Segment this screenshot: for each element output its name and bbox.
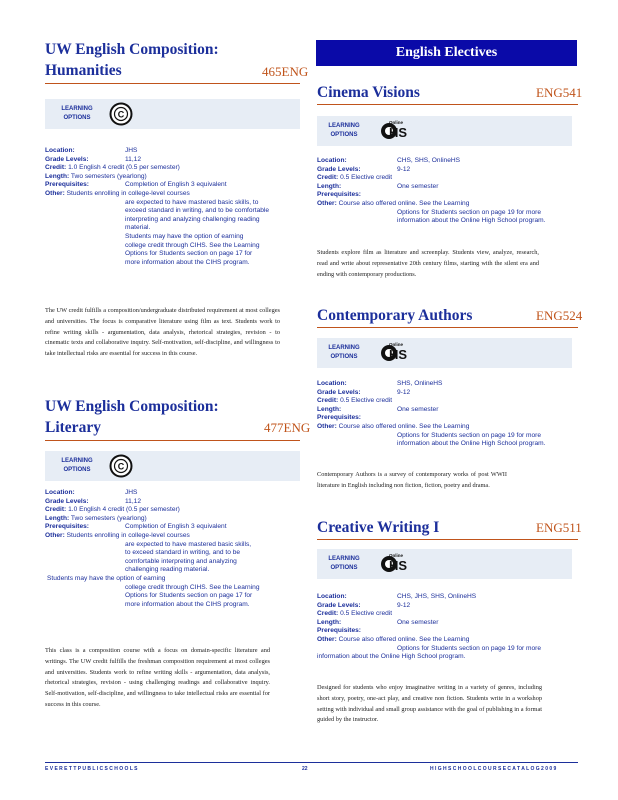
location-label: Location: <box>317 593 347 600</box>
contemporary-credit: 0.5 Elective credit <box>340 397 393 405</box>
contemporary-grades: 9-12 <box>397 388 411 396</box>
footer-page-number: 22 <box>302 766 308 772</box>
creative-other-3: information about the Online High School program. <box>317 653 466 661</box>
contemporary-other-2: Options for Students section on page 19 for more <box>397 431 542 439</box>
credit-label: Credit: <box>45 506 67 514</box>
location-label: Location: <box>317 380 347 387</box>
humanities-other-9: more information about the CIHS program. <box>125 258 250 266</box>
creative-location: CHS, JHS, SHS, OnlineHS <box>397 593 477 600</box>
contemporary-other-3: information about the Online High School program. <box>397 440 546 448</box>
location-label: Location: <box>45 489 75 496</box>
literary-length: Two semesters (yearlong) <box>70 514 147 522</box>
cihs-icon <box>109 454 133 478</box>
length-label: Length: <box>45 172 70 180</box>
humanities-other-4: interpreting and analyzing challenging reading <box>125 215 260 223</box>
cinema-other-2: Options for Students section on page 19 for more <box>397 208 542 216</box>
contemporary-location: SHS, OnlineHS <box>397 380 443 387</box>
literary-other-9: more information about the CIHS program. <box>125 600 250 608</box>
literary-prereq: Completion of English 3 equivalent <box>125 523 227 531</box>
literary-other-8: Options for Students section on page 17 for <box>125 592 253 600</box>
credit-label: Credit: <box>45 164 67 172</box>
contemporary-other-1: Course also offered online. See the Learning <box>338 422 470 430</box>
literary-title-line2: Literary <box>45 419 101 436</box>
contemporary-length: One semester <box>397 405 439 413</box>
grade-label: Grade Levels: <box>317 388 361 396</box>
humanities-other-5: material. <box>125 224 151 232</box>
grade-label: Grade Levels: <box>45 155 89 163</box>
online-icon-text: Online <box>389 342 404 347</box>
creative-other-2: Options for Students section on page 19 for more <box>397 644 542 652</box>
prereq-label: Prerequisites: <box>45 181 89 189</box>
humanities-description: The UW credit fulfills a composition/undergraduate distributed requirement at most colleges and universities. The focus is comparative literature using film as text. Students work to refine writing skills - argumentation, data analysis, rhetorical strategies, revision - to cinematic texts and collaborative inquiry. Self-motivation, self-discipline, and willingness to take intellectual risks are essential for success in this course. <box>45 307 280 358</box>
contemporary-learning-options <box>317 338 572 368</box>
online-hs-icon <box>381 342 411 364</box>
creative-rule <box>317 539 578 540</box>
learning-options-label-1: LEARNING <box>328 123 360 129</box>
cinema-credit: 0.5 Elective credit <box>340 174 393 182</box>
cinema-other-1: Course also offered online. See the Learning <box>338 199 470 207</box>
credit-label: Credit: <box>317 174 339 182</box>
creative-grades: 9-12 <box>397 601 411 609</box>
hs-icon-text: HS <box>389 558 408 573</box>
english-electives-banner: English Electives <box>316 40 577 66</box>
other-label: Other: <box>45 189 65 197</box>
humanities-prereq: Completion of English 3 equivalent <box>125 181 227 189</box>
literary-learning-options <box>45 451 300 481</box>
location-label: Location: <box>45 147 75 154</box>
humanities-info <box>45 147 300 267</box>
humanities-other-7: college credit through CIHS. See the Learning <box>125 241 260 249</box>
cihs-icon-letter: C <box>117 461 125 472</box>
prereq-label: Prerequisites: <box>317 191 361 199</box>
cihs-icon <box>109 102 133 126</box>
online-hs-icon <box>381 120 411 142</box>
literary-other-5: challenging reading material. <box>125 566 210 574</box>
literary-info <box>45 489 300 609</box>
prereq-label: Prerequisites: <box>45 523 89 531</box>
humanities-credit: 1.0 English 4 credit (0.5 per semester) <box>68 164 180 172</box>
contemporary-course-code: ENG524 <box>536 308 583 323</box>
cinema-course-code: ENG541 <box>536 85 583 100</box>
cinema-length: One semester <box>397 182 439 190</box>
length-label: Length: <box>317 405 342 413</box>
learning-options-label-2: OPTIONS <box>63 467 91 473</box>
learning-options-label-2: OPTIONS <box>330 132 358 138</box>
humanities-learning-options <box>45 99 300 129</box>
literary-title-line1: UW English Composition: <box>45 398 219 415</box>
literary-description: This class is a composition course with a focus on domain-specific literature and writings. The UW credit fulfills the freshman composition requirement at most colleges and universities. Students work to refine writing skills - argumentation, data analysis, rhetorical strategies, revision - using challenging readings and collaborative inquiry. Self-motivation, self-discipline, and willingness to take intellectual risks are essential for success in this course. <box>45 647 270 708</box>
grade-label: Grade Levels: <box>45 497 89 505</box>
other-label: Other: <box>45 531 65 539</box>
cinema-title: Cinema Visions <box>317 84 420 101</box>
humanities-other-6: Students may have the option of earning <box>125 232 244 240</box>
other-label: Other: <box>317 199 337 207</box>
learning-options-label-2: OPTIONS <box>330 354 358 360</box>
cinema-location: CHS, SHS, OnlineHS <box>397 157 461 164</box>
length-label: Length: <box>317 182 342 190</box>
humanities-title-line2: Humanities <box>45 62 122 79</box>
learning-options-label-2: OPTIONS <box>330 565 358 571</box>
grade-label: Grade Levels: <box>317 601 361 609</box>
literary-other-7: college credit through CIHS. See the Learning <box>125 583 260 591</box>
location-label: Location: <box>317 157 347 164</box>
prereq-label: Prerequisites: <box>317 414 361 422</box>
contemporary-title: Contemporary Authors <box>317 307 473 324</box>
creative-info <box>317 593 578 662</box>
other-label: Other: <box>317 422 337 430</box>
other-label: Other: <box>317 635 337 643</box>
learning-options-label-2: OPTIONS <box>63 115 91 121</box>
creative-learning-options <box>317 549 572 579</box>
cinema-learning-options <box>317 116 572 146</box>
literary-other-1: Students enrolling in college-level courses <box>66 531 190 539</box>
cihs-icon-letter: C <box>117 109 125 120</box>
creative-length: One semester <box>397 618 439 626</box>
online-hs-icon <box>381 553 411 575</box>
creative-title: Creative Writing I <box>317 519 440 536</box>
humanities-rule <box>45 83 300 84</box>
length-label: Length: <box>45 514 70 522</box>
literary-other-3: to exceed standard in writing, and to be <box>125 549 241 557</box>
learning-options-label-1: LEARNING <box>328 345 360 351</box>
footer-rule <box>45 762 578 763</box>
humanities-course-code: 465ENG <box>262 64 309 79</box>
learning-options-label-1: LEARNING <box>328 556 360 562</box>
cinema-info <box>317 157 578 226</box>
grade-label: Grade Levels: <box>317 165 361 173</box>
contemporary-rule <box>317 327 578 328</box>
footer-left: E V E R E T T P U B L I C S C H O O L S <box>45 766 138 772</box>
humanities-title-line1: UW English Composition: <box>45 41 219 58</box>
literary-course-code: 477ENG <box>264 420 311 435</box>
humanities-other-3: exceed standard in writing, and to be comfortable <box>125 207 270 215</box>
footer-right: H I G H S C H O O L C O U R S E C A T A L O G 2 0 0 9 <box>430 766 557 772</box>
literary-other-6: Students may have the option of earning <box>47 574 166 582</box>
cinema-grades: 9-12 <box>397 165 411 173</box>
humanities-other-1: Students enrolling in college-level courses <box>66 189 190 197</box>
hs-icon-text: HS <box>389 125 408 140</box>
literary-credit: 1.0 English 4 credit (0.5 per semester) <box>68 506 180 514</box>
humanities-location: JHS <box>125 147 138 154</box>
literary-other-4: comfortable interpreting and analyzing <box>125 557 237 565</box>
cinema-description: Students explore film as literature and screenplay. Students view, analyze, research, read and write about representative 20th century films, starting with the silent era and ending with contemporary productions. <box>317 249 539 278</box>
contemporary-info <box>317 380 578 449</box>
credit-label: Credit: <box>317 610 339 618</box>
creative-description: Designed for students who enjoy imaginative writing in a variety of genres, including short story, poetry, one-act play, and creative non fiction. Students write in a workshop setting with individual and small group assistance with the goal of publishing in a format guided by the instructor. <box>317 684 542 724</box>
cinema-other-3: information about the Online High School program. <box>397 217 546 225</box>
contemporary-description: Contemporary Authors is a survey of contemporary works of post WWII literature in English including non fiction, fiction, poetry and drama. <box>317 471 507 489</box>
creative-credit: 0.5 Elective credit <box>340 610 393 618</box>
humanities-other-8: Options for Students section on page 17 for <box>125 250 253 258</box>
cinema-rule <box>317 104 578 105</box>
literary-location: JHS <box>125 489 138 496</box>
online-icon-text: Online <box>389 553 404 558</box>
humanities-grades: 11,12 <box>125 155 142 163</box>
credit-label: Credit: <box>317 397 339 405</box>
creative-course-code: ENG511 <box>536 520 582 535</box>
hs-icon-text: HS <box>389 347 408 362</box>
humanities-other-2: are expected to have mastered basic skills, to <box>125 198 259 206</box>
online-icon-text: Online <box>389 120 404 125</box>
prereq-label: Prerequisites: <box>317 627 361 635</box>
length-label: Length: <box>317 618 342 626</box>
literary-grades: 11,12 <box>125 497 142 505</box>
learning-options-label-1: LEARNING <box>61 458 93 464</box>
humanities-length: Two semesters (yearlong) <box>70 172 147 180</box>
creative-other-1: Course also offered online. See the Learning <box>338 635 470 643</box>
learning-options-label-1: LEARNING <box>61 106 93 112</box>
literary-rule <box>45 440 300 441</box>
literary-other-2: are expected to have mastered basic skills, <box>125 540 252 548</box>
